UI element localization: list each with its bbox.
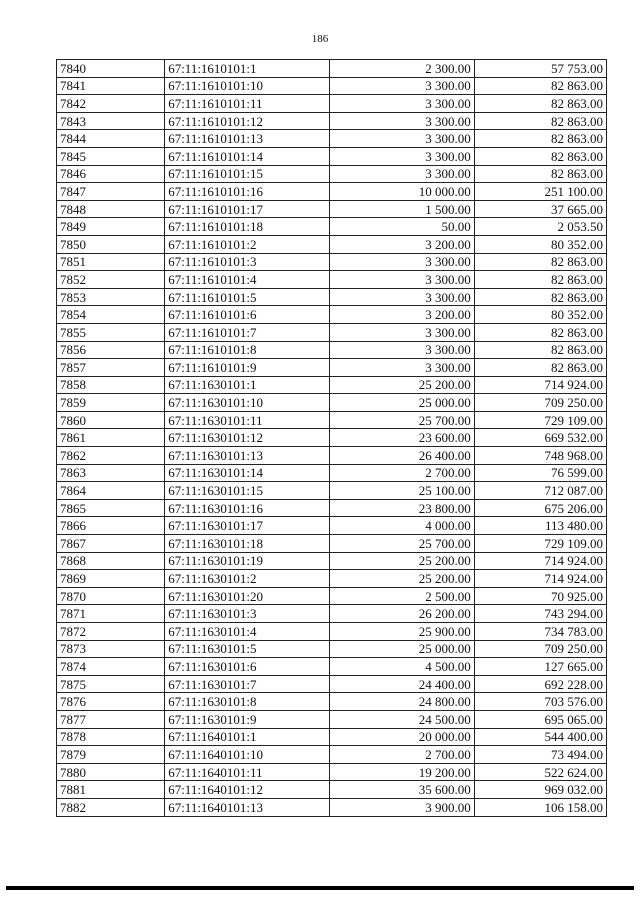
table-row	[57, 411, 607, 429]
table-row	[57, 112, 607, 130]
cadastral-number-cell: 67:11:1610101:2	[165, 235, 330, 253]
record-number-cell: 7840	[57, 60, 165, 78]
table-row	[57, 552, 607, 570]
table-row	[57, 763, 607, 781]
cadastral-number-cell: 67:11:1610101:16	[165, 183, 330, 201]
cadastral-number-cell: 67:11:1610101:13	[165, 130, 330, 148]
value-cell: 76 599.00	[474, 464, 606, 482]
page-number: 186	[311, 33, 329, 45]
value-cell: 82 863.00	[474, 359, 606, 377]
table-row	[57, 640, 607, 658]
cadastral-number-cell: 67:11:1630101:3	[165, 605, 330, 623]
table-row	[57, 130, 607, 148]
table-row	[57, 183, 607, 201]
record-number-cell: 7850	[57, 235, 165, 253]
value-cell: 57 753.00	[474, 60, 606, 78]
cadastral-number-cell: 67:11:1610101:10	[165, 77, 330, 95]
area-cell: 2 300.00	[330, 60, 474, 78]
area-cell: 3 300.00	[330, 147, 474, 165]
value-cell: 712 087.00	[474, 482, 606, 500]
cadastral-number-cell: 67:11:1630101:2	[165, 570, 330, 588]
record-number-cell: 7852	[57, 271, 165, 289]
cadastral-number-cell: 67:11:1630101:19	[165, 552, 330, 570]
cadastral-number-cell: 67:11:1630101:20	[165, 587, 330, 605]
value-cell: 714 924.00	[474, 570, 606, 588]
value-cell: 2 053.50	[474, 218, 606, 236]
area-cell: 25 200.00	[330, 376, 474, 394]
record-number-cell: 7861	[57, 429, 165, 447]
area-cell: 3 300.00	[330, 165, 474, 183]
value-cell: 82 863.00	[474, 288, 606, 306]
cadastral-number-cell: 67:11:1610101:7	[165, 323, 330, 341]
record-number-cell: 7881	[57, 781, 165, 799]
area-cell: 2 700.00	[330, 746, 474, 764]
cadastral-number-cell: 67:11:1610101:15	[165, 165, 330, 183]
value-cell: 714 924.00	[474, 552, 606, 570]
value-cell: 82 863.00	[474, 112, 606, 130]
table-row	[57, 235, 607, 253]
table-row	[57, 605, 607, 623]
value-cell: 734 783.00	[474, 623, 606, 641]
table-row	[57, 693, 607, 711]
record-number-cell: 7859	[57, 394, 165, 412]
cadastral-number-cell: 67:11:1610101:11	[165, 95, 330, 113]
value-cell: 82 863.00	[474, 341, 606, 359]
area-cell: 3 300.00	[330, 112, 474, 130]
table-row	[57, 323, 607, 341]
area-cell: 26 200.00	[330, 605, 474, 623]
area-cell: 25 200.00	[330, 570, 474, 588]
area-cell: 3 300.00	[330, 130, 474, 148]
value-cell: 743 294.00	[474, 605, 606, 623]
table-row	[57, 306, 607, 324]
record-number-cell: 7866	[57, 517, 165, 535]
record-number-cell: 7873	[57, 640, 165, 658]
cadastral-number-cell: 67:11:1610101:17	[165, 200, 330, 218]
cadastral-number-cell: 67:11:1640101:10	[165, 746, 330, 764]
table-row	[57, 394, 607, 412]
value-cell: 82 863.00	[474, 77, 606, 95]
record-number-cell: 7842	[57, 95, 165, 113]
value-cell: 709 250.00	[474, 640, 606, 658]
area-cell: 25 900.00	[330, 623, 474, 641]
area-cell: 50.00	[330, 218, 474, 236]
record-number-cell: 7874	[57, 658, 165, 676]
table-row	[57, 447, 607, 465]
area-cell: 35 600.00	[330, 781, 474, 799]
area-cell: 24 800.00	[330, 693, 474, 711]
value-cell: 695 065.00	[474, 710, 606, 728]
value-cell: 37 665.00	[474, 200, 606, 218]
value-cell: 729 109.00	[474, 411, 606, 429]
area-cell: 3 300.00	[330, 271, 474, 289]
table-row	[57, 710, 607, 728]
table-row	[57, 658, 607, 676]
area-cell: 1 500.00	[330, 200, 474, 218]
record-number-cell: 7879	[57, 746, 165, 764]
table-row	[57, 746, 607, 764]
cadastral-number-cell: 67:11:1630101:18	[165, 535, 330, 553]
table-row	[57, 359, 607, 377]
table-row	[57, 535, 607, 553]
value-cell: 106 158.00	[474, 798, 606, 816]
table-row	[57, 200, 607, 218]
area-cell: 25 000.00	[330, 640, 474, 658]
area-cell: 23 600.00	[330, 429, 474, 447]
table-row	[57, 218, 607, 236]
record-number-cell: 7860	[57, 411, 165, 429]
records-table	[56, 59, 607, 817]
record-number-cell: 7856	[57, 341, 165, 359]
record-number-cell: 7863	[57, 464, 165, 482]
area-cell: 25 200.00	[330, 552, 474, 570]
record-number-cell: 7851	[57, 253, 165, 271]
area-cell: 26 400.00	[330, 447, 474, 465]
cadastral-number-cell: 67:11:1630101:15	[165, 482, 330, 500]
cadastral-number-cell: 67:11:1630101:4	[165, 623, 330, 641]
area-cell: 23 800.00	[330, 499, 474, 517]
cadastral-number-cell: 67:11:1640101:1	[165, 728, 330, 746]
value-cell: 82 863.00	[474, 130, 606, 148]
value-cell: 73 494.00	[474, 746, 606, 764]
value-cell: 692 228.00	[474, 675, 606, 693]
record-number-cell: 7870	[57, 587, 165, 605]
cadastral-number-cell: 67:11:1630101:5	[165, 640, 330, 658]
table-row	[57, 623, 607, 641]
table-row	[57, 288, 607, 306]
value-cell: 544 400.00	[474, 728, 606, 746]
record-number-cell: 7869	[57, 570, 165, 588]
value-cell: 82 863.00	[474, 323, 606, 341]
cadastral-number-cell: 67:11:1630101:10	[165, 394, 330, 412]
cadastral-number-cell: 67:11:1640101:12	[165, 781, 330, 799]
record-number-cell: 7875	[57, 675, 165, 693]
cadastral-number-cell: 67:11:1640101:13	[165, 798, 330, 816]
table-row	[57, 798, 607, 816]
record-number-cell: 7854	[57, 306, 165, 324]
record-number-cell: 7857	[57, 359, 165, 377]
record-number-cell: 7843	[57, 112, 165, 130]
table-row	[57, 482, 607, 500]
table-row	[57, 376, 607, 394]
table-row	[57, 781, 607, 799]
cadastral-number-cell: 67:11:1610101:1	[165, 60, 330, 78]
value-cell: 522 624.00	[474, 763, 606, 781]
cadastral-number-cell: 67:11:1640101:11	[165, 763, 330, 781]
record-number-cell: 7845	[57, 147, 165, 165]
area-cell: 3 300.00	[330, 77, 474, 95]
table-row	[57, 77, 607, 95]
cadastral-number-cell: 67:11:1630101:1	[165, 376, 330, 394]
table-row	[57, 517, 607, 535]
value-cell: 969 032.00	[474, 781, 606, 799]
cadastral-number-cell: 67:11:1610101:8	[165, 341, 330, 359]
table-row	[57, 165, 607, 183]
record-number-cell: 7849	[57, 218, 165, 236]
value-cell: 714 924.00	[474, 376, 606, 394]
table-row	[57, 95, 607, 113]
value-cell: 709 250.00	[474, 394, 606, 412]
cadastral-number-cell: 67:11:1610101:14	[165, 147, 330, 165]
area-cell: 3 200.00	[330, 306, 474, 324]
table-row	[57, 499, 607, 517]
area-cell: 4 000.00	[330, 517, 474, 535]
cadastral-number-cell: 67:11:1630101:6	[165, 658, 330, 676]
cadastral-number-cell: 67:11:1630101:7	[165, 675, 330, 693]
record-number-cell: 7853	[57, 288, 165, 306]
cadastral-number-cell: 67:11:1610101:5	[165, 288, 330, 306]
table-row	[57, 587, 607, 605]
record-number-cell: 7872	[57, 623, 165, 641]
area-cell: 3 300.00	[330, 341, 474, 359]
record-number-cell: 7882	[57, 798, 165, 816]
record-number-cell: 7878	[57, 728, 165, 746]
cadastral-number-cell: 67:11:1630101:12	[165, 429, 330, 447]
cadastral-number-cell: 67:11:1630101:8	[165, 693, 330, 711]
table-row	[57, 60, 607, 78]
value-cell: 251 100.00	[474, 183, 606, 201]
area-cell: 3 300.00	[330, 95, 474, 113]
cadastral-number-cell: 67:11:1630101:14	[165, 464, 330, 482]
value-cell: 80 352.00	[474, 235, 606, 253]
cadastral-number-cell: 67:11:1630101:9	[165, 710, 330, 728]
cadastral-number-cell: 67:11:1610101:4	[165, 271, 330, 289]
table-row	[57, 675, 607, 693]
record-number-cell: 7847	[57, 183, 165, 201]
value-cell: 675 206.00	[474, 499, 606, 517]
record-number-cell: 7864	[57, 482, 165, 500]
table-row	[57, 147, 607, 165]
value-cell: 669 532.00	[474, 429, 606, 447]
record-number-cell: 7858	[57, 376, 165, 394]
area-cell: 3 300.00	[330, 288, 474, 306]
value-cell: 82 863.00	[474, 147, 606, 165]
value-cell: 80 352.00	[474, 306, 606, 324]
value-cell: 729 109.00	[474, 535, 606, 553]
table-row	[57, 728, 607, 746]
cadastral-number-cell: 67:11:1610101:12	[165, 112, 330, 130]
area-cell: 2 500.00	[330, 587, 474, 605]
area-cell: 20 000.00	[330, 728, 474, 746]
record-number-cell: 7865	[57, 499, 165, 517]
record-number-cell: 7877	[57, 710, 165, 728]
record-number-cell: 7841	[57, 77, 165, 95]
area-cell: 3 300.00	[330, 253, 474, 271]
area-cell: 25 000.00	[330, 394, 474, 412]
area-cell: 10 000.00	[330, 183, 474, 201]
record-number-cell: 7846	[57, 165, 165, 183]
cadastral-number-cell: 67:11:1610101:18	[165, 218, 330, 236]
area-cell: 3 300.00	[330, 359, 474, 377]
bottom-rule	[6, 886, 634, 890]
value-cell: 113 480.00	[474, 517, 606, 535]
record-number-cell: 7867	[57, 535, 165, 553]
area-cell: 3 200.00	[330, 235, 474, 253]
area-cell: 4 500.00	[330, 658, 474, 676]
value-cell: 127 665.00	[474, 658, 606, 676]
value-cell: 82 863.00	[474, 95, 606, 113]
table-row	[57, 464, 607, 482]
table-body	[57, 60, 607, 817]
cadastral-number-cell: 67:11:1610101:9	[165, 359, 330, 377]
area-cell: 19 200.00	[330, 763, 474, 781]
value-cell: 82 863.00	[474, 165, 606, 183]
area-cell: 2 700.00	[330, 464, 474, 482]
value-cell: 82 863.00	[474, 253, 606, 271]
value-cell: 82 863.00	[474, 271, 606, 289]
cadastral-number-cell: 67:11:1610101:3	[165, 253, 330, 271]
table-row	[57, 341, 607, 359]
record-number-cell: 7855	[57, 323, 165, 341]
area-cell: 24 500.00	[330, 710, 474, 728]
record-number-cell: 7880	[57, 763, 165, 781]
area-cell: 25 700.00	[330, 411, 474, 429]
area-cell: 25 700.00	[330, 535, 474, 553]
area-cell: 3 900.00	[330, 798, 474, 816]
table-row	[57, 570, 607, 588]
table-row	[57, 253, 607, 271]
record-number-cell: 7871	[57, 605, 165, 623]
record-number-cell: 7862	[57, 447, 165, 465]
record-number-cell: 7868	[57, 552, 165, 570]
value-cell: 703 576.00	[474, 693, 606, 711]
area-cell: 24 400.00	[330, 675, 474, 693]
cadastral-number-cell: 67:11:1630101:13	[165, 447, 330, 465]
area-cell: 3 300.00	[330, 323, 474, 341]
cadastral-number-cell: 67:11:1630101:16	[165, 499, 330, 517]
record-number-cell: 7848	[57, 200, 165, 218]
area-cell: 25 100.00	[330, 482, 474, 500]
record-number-cell: 7844	[57, 130, 165, 148]
value-cell: 70 925.00	[474, 587, 606, 605]
table-row	[57, 429, 607, 447]
cadastral-number-cell: 67:11:1610101:6	[165, 306, 330, 324]
table-row	[57, 271, 607, 289]
cadastral-number-cell: 67:11:1630101:17	[165, 517, 330, 535]
cadastral-number-cell: 67:11:1630101:11	[165, 411, 330, 429]
value-cell: 748 968.00	[474, 447, 606, 465]
record-number-cell: 7876	[57, 693, 165, 711]
